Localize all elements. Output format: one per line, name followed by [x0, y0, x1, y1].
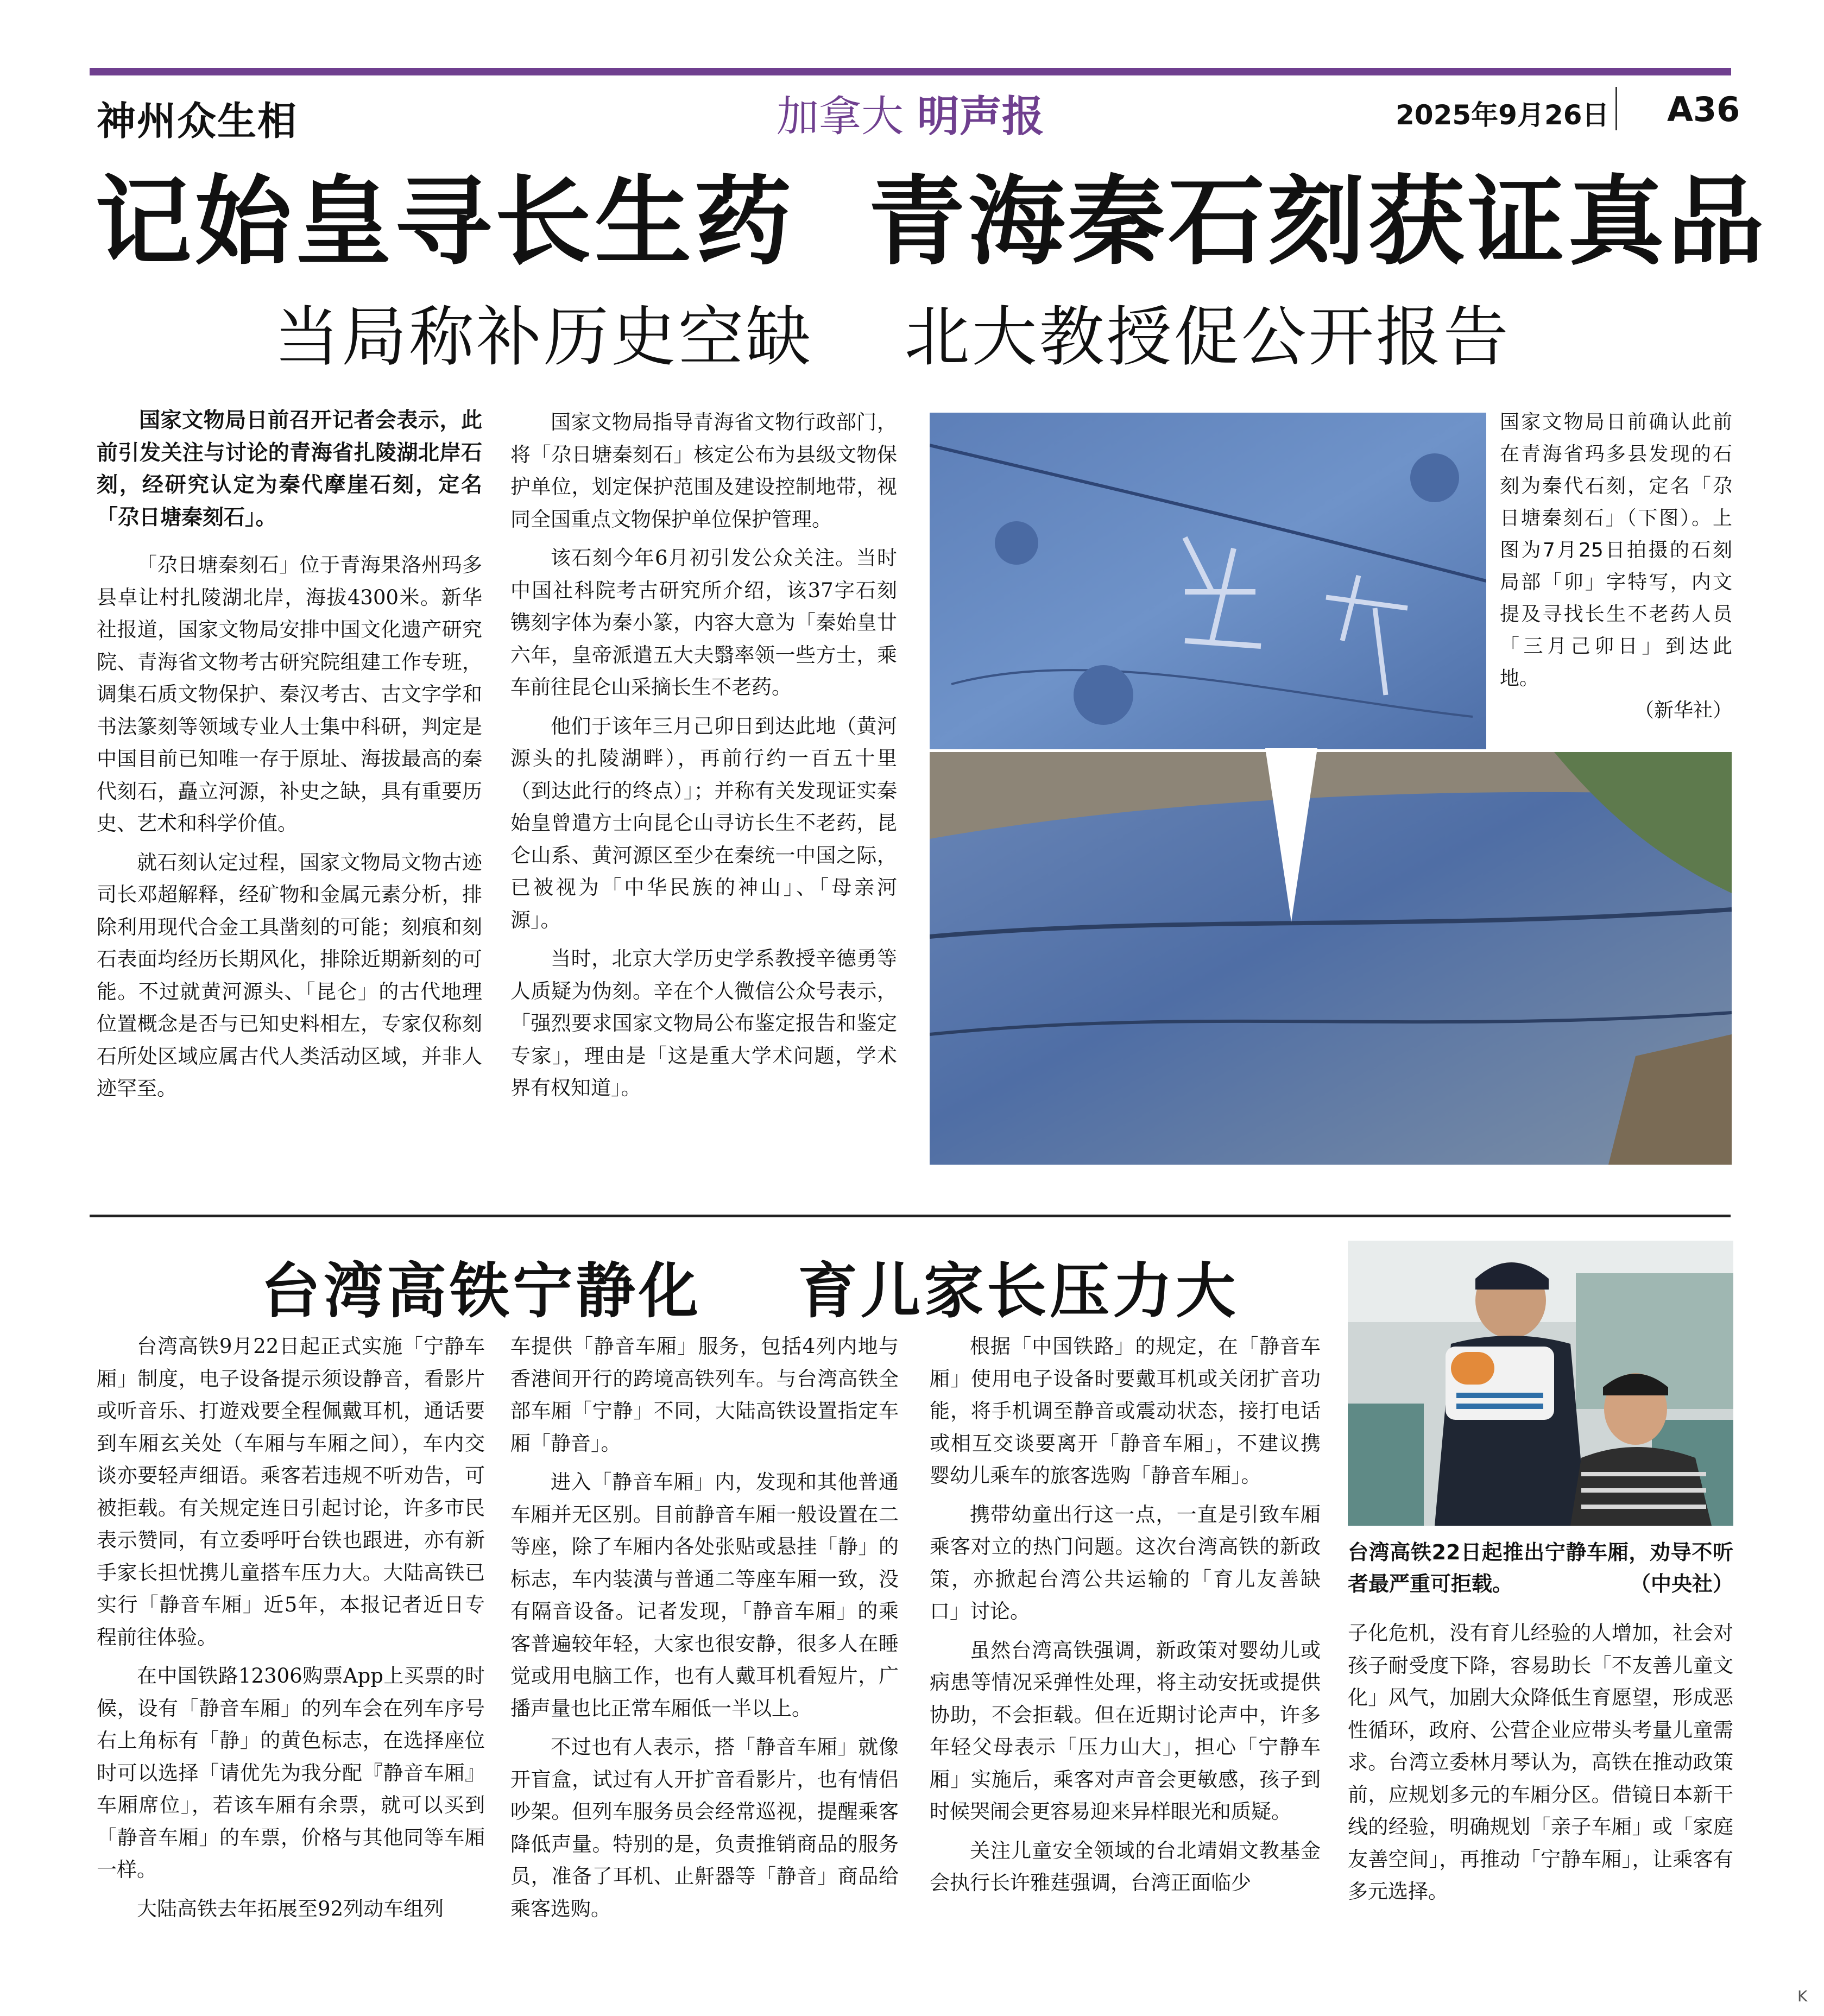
story1-paragraph: 就石刻认定过程，国家文物局文物古迹司长邓超解释，经矿物和金属元素分析，排除利用现代合金工具凿刻的可能；刻痕和刻石表面均经历长期风化，排除近期新刻的可能。不过就黄河源头、「昆仑」的古代地理位置概念是否与已知史料相左，专家仅称刻石所处区域应属古代人类活动区域，并非人迹罕至。	[97, 850, 482, 1100]
story1-paragraph: 「尕日塘秦刻石」位于青海果洛州玛多县卓让村扎陵湖北岸，海拔4300米。新华社报道，国家文物局安排中国文化遗产研究院、青海省文物考古研究院组建工作专班，调集石质文物保护、秦汉考古、古文字学和书法篆刻等领域专业人士集中科研，判定是中国目前已知唯一存于原址、海拔最高的秦代刻石，矗立河源，补史之缺，具有重要历史、艺术和科学价值。	[97, 553, 482, 835]
story2-column-4	[1348, 1617, 1733, 1908]
story1-paragraph: 国家文物局指导青海省文物行政部门，将「尕日塘秦刻石」核定公布为县级文物保护单位，划定保护范围及建设控制地带，视同全国重点文物保护单位保护管理。	[510, 410, 897, 531]
issue-date: 2025年9月26日	[1396, 99, 1610, 131]
story2-headline: 台湾高铁宁静化 育儿家长压力大	[261, 1256, 1239, 1326]
story1-lead: 国家文物局日前召开记者会表示，此前引发关注与讨论的青海省扎陵湖北岸石刻，经研究认定为秦代摩崖石刻，定名「尕日塘秦刻石」。	[97, 408, 482, 530]
page-number: A36	[1667, 90, 1740, 129]
masthead-divider	[1615, 87, 1617, 130]
story2-paragraph: 台湾高铁9月22日起正式实施「宁静车厢」制度，电子设备提示须设静音，看影片或听音乐、打遊戏要全程佩戴耳机，通话要到车厢玄关处（车厢与车厢之间），车内交谈亦要轻声细语。乘客若违规不听劝告，可被拒载。有关规定连日引起讨论，许多市民表示赞同，有立委呼吁台铁也跟进，亦有新手家长担忧携儿童搭车压力大。大陆高铁已实行「静音车厢」近5年，本报记者近日专程前往体验。	[97, 1335, 485, 1649]
story2-caption-text: 台湾高铁22日起推出宁静车厢，劝导不听者最严重可拒载。	[1348, 1540, 1733, 1596]
story2-paragraph: 在中国铁路12306购票App上买票的时候，设有「静音车厢」的列车会在列车序号右上角标有「静」的黄色标志，在选择座位时可以选择「请优先为我分配『静音车厢』车厢席位」，若该车厢有余票，就可以买到「静音车厢」的车票，价格与其他同等车厢一样。	[97, 1664, 485, 1881]
photo-pointer	[1265, 748, 1317, 922]
section-title: 神州众生相	[97, 98, 298, 144]
story2-paragraph: 携带幼童出行这一点，一直是引致车厢乘客对立的热门问题。这次台湾高铁的新政策，亦掀起台湾公共运输的「育儿友善缺口」讨论。	[930, 1502, 1321, 1623]
story2-column-3	[930, 1330, 1321, 1899]
train-staff-photo	[1348, 1241, 1733, 1526]
story2-paragraph: 进入「静音车厢」内，发现和其他普通车厢并无区别。目前静音车厢一般设置在二等座，除了车厢内各处张贴或悬挂「静」的标志，车内装潢与普通二等座车厢一致，没有隔音设备。记者发现，「静音车厢」的乘客普遍较年轻，大家也很安静，很多人在睡觉或用电脑工作，也有人戴耳机看短片，广播声量也比正常车厢低一半以上。	[510, 1470, 899, 1720]
story1-paragraph: 他们于该年三月己卯日到达此地（黄河源头的扎陵湖畔），再前行约一百五十里（到达此行的终点）」；并称有关发现证实秦始皇曾遣方士向昆仑山寻访长生不老药，昆仑山系、黄河源区至少在秦统一中国之际，已被视为「中华民族的神山」、「母亲河源」。	[510, 714, 897, 932]
masthead-accent-bar	[90, 68, 1731, 75]
story2-column-2	[510, 1330, 899, 1925]
story1-column-1	[97, 405, 482, 1105]
story1-column-2	[510, 406, 897, 1104]
story2-paragraph: 车提供「静音车厢」服务，包括4列内地与香港间开行的跨境高铁列车。与台湾高铁全部车厢「宁静」不同，大陆高铁设置指定车厢「静音」。	[510, 1335, 899, 1455]
story1-paragraph: 当时，北京大学历史学系教授辛德勇等人质疑为伪刻。辛在个人微信公众号表示，「强烈要求国家文物局公布鉴定报告和鉴定专家」，理由是「这是重大学术问题，学术界有权知道」。	[510, 947, 897, 1099]
story2-paragraph: 关注儿童安全领域的台北靖娟文教基金会执行长许雅莛强调，台湾正面临少	[930, 1838, 1321, 1894]
paper-region: 加拿大	[777, 92, 904, 141]
story2-photo-credit: （中央社）	[1630, 1572, 1733, 1596]
story2-photo-caption	[1348, 1537, 1733, 1600]
story2-paragraph: 虽然台湾高铁强调，新政策对婴幼儿或病患等情况采弹性处理，将主动安抚或提供协助，不会拒载。但在近期讨论声中，许多年轻父母表示「压力山大」，担心「宁静车厢」实施后，乘客对声音会更敏感，孩子到时候哭闹会更容易迎来异样眼光和质疑。	[930, 1638, 1321, 1823]
story1-caption-text: 国家文物局日前确认此前在青海省玛多县发现的石刻为秦代石刻，定名「尕日塘秦刻石」（下图）。上图为7月25日拍摄的石刻局部「卯」字特写，内文提及寻找长生不老药人员「三月己卯日」到达此地。	[1500, 411, 1732, 690]
story1-paragraph: 该石刻今年6月初引发公众关注。当时中国社科院考古研究所介绍，该37字石刻镌刻字体为秦小篆，内容大意为「秦始皇廿六年，皇帝派遣五大夫翳率领一些方士，乘车前往昆仑山采摘长生不老药。	[510, 546, 897, 699]
story2-paragraph: 大陆高铁去年拓展至92列动车组列	[137, 1897, 444, 1920]
paper-title: 明声报	[917, 92, 1044, 141]
story2-paragraph: 不过也有人表示，搭「静音车厢」就像开盲盒，试过有人开扩音看影片，也有情侣吵架。但列车服务员会经常巡视，提醒乘客降低声量。特别的是，负责推销商品的服务员，准备了耳机、止鼾器等「静音」商品给乘客选购。	[510, 1735, 899, 1920]
story2-column-1	[97, 1330, 485, 1925]
story1-headline: 记始皇寻长生药 青海秦石刻获证真品	[95, 165, 1768, 278]
story2-paragraph: 根据「中国铁路」的规定，在「静音车厢」使用电子设备时要戴耳机或关闭扩音功能，将手机调至静音或震动状态，接打电话或相互交谈要离开「静音车厢」，不建议携婴幼儿乘车的旅客选购「静音车厢」。	[930, 1335, 1321, 1487]
stone-carving-site-photo	[930, 752, 1732, 1165]
story-divider	[90, 1215, 1731, 1217]
story1-photo-caption	[1500, 406, 1732, 726]
corner-mark: K	[1797, 1987, 1808, 2005]
stone-carving-closeup-photo	[930, 413, 1486, 749]
story1-subheadline: 当局称补历史空缺 北大教授促公开报告	[274, 300, 1511, 375]
story1-photo-credit: （新华社）	[1634, 699, 1732, 722]
paper-name	[777, 83, 1044, 143]
story2-paragraph: 子化危机，没有育儿经验的人增加，社会对孩子耐受度下降，容易助长「不友善儿童文化」风气，加剧大众降低生育愿望，形成恶性循环，政府、公营企业应带头考量儿童需求。台湾立委林月琴认为，高铁在推动政策前，应规划多元的车厢分区。借镜日本新干线的经验，明确规划「亲子车厢」或「家庭友善空间」，再推动「宁静车厢」，让乘客有多元选择。	[1348, 1621, 1733, 1903]
